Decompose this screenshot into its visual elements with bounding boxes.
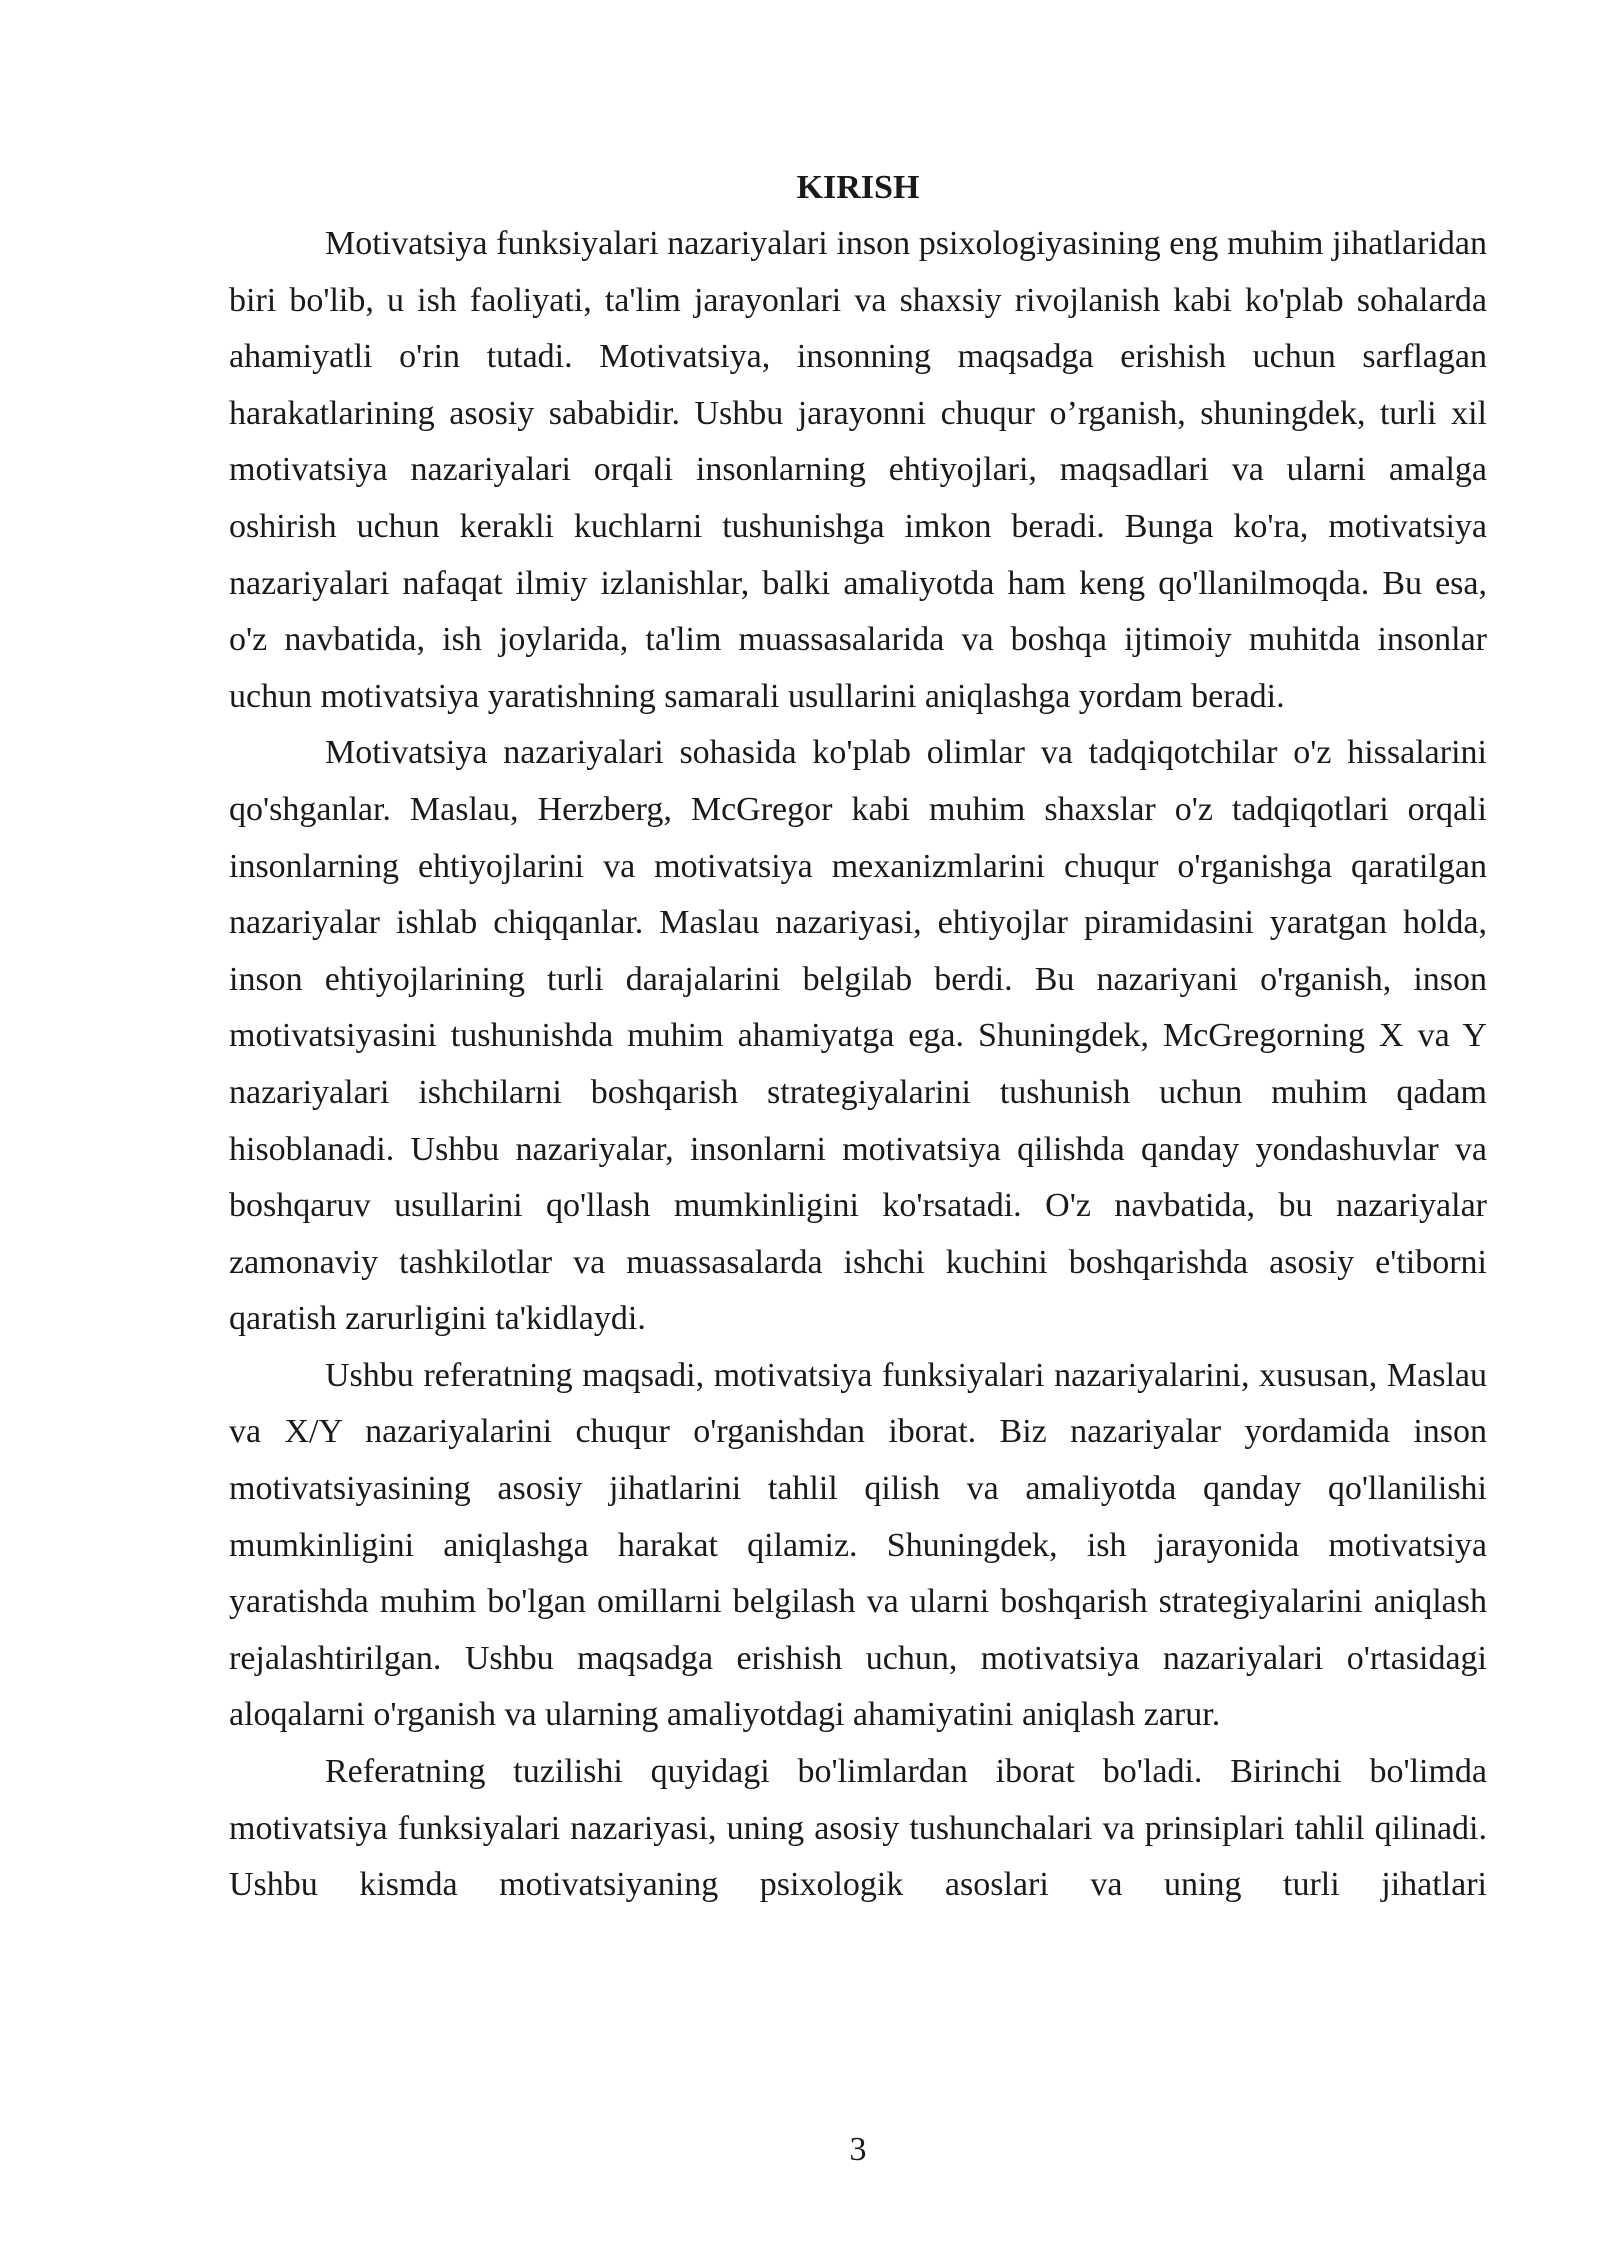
page-number: 3 — [849, 2131, 867, 2168]
page-content — [229, 160, 1487, 1914]
paragraph-4: Referatning tuzilishi quyidagi bo'limlardan iborat bo'ladi. Birinchi bo'limda motivatsiya funksiyalari nazariyasi, uning asosiy tushunchalari va prinsiplari tahlil qilinadi. Ushbu kismda motivatsiyaning psixologik asoslari va uning turli jihatlari — [229, 1753, 1487, 1904]
paragraph-1: Motivatsiya funksiyalari nazariyalari inson psixologiyasining eng muhim jihatlaridan biri bo'lib, u ish faoliyati, ta'lim jarayonlari va shaxsiy rivojlanish kabi ko'plab sohalarda ahamiyatli o'rin tutadi. Motivatsiya, insonning maqsadga erishish uchun sarflagan harakatlarining asosiy sababidir. Ushbu jarayonni chuqur o’rganish, shuningdek, turli xil motivatsiya nazariyalari orqali insonlarning ehtiyojlari, maqsadlari va ularni amalga oshirish uchun kerakli kuchlarni tushunishga imkon beradi. Bunga ko'ra, motivatsiya nazariyalari nafaqat ilmiy izlanishlar, balki amaliyotda ham keng qo'llanilmoqda. Bu esa, o'z navbatida, ish joylarida, ta'lim muassasalarida va boshqa ijtimoiy muhitda insonlar uchun motivatsiya yaratishning samarali usullarini aniqlashga yordam beradi. — [229, 225, 1487, 715]
paragraph-2: Motivatsiya nazariyalari sohasida ko'plab olimlar va tadqiqotchilar o'z hissalarini qo'shganlar. Maslau, Herzberg, McGregor kabi muhim shaxslar o'z tadqiqotlari orqali insonlarning ehtiyojlarini va motivatsiya mexanizmlarini chuqur o'rganishga qaratilgan nazariyalar ishlab chiqqanlar. Maslau nazariyasi, ehtiyojlar piramidasini yaratgan holda, inson ehtiyojlarining turli darajalarini belgilab berdi. Bu nazariyani o'rganish, inson motivatsiyasini tushunishda muhim ahamiyatga ega. Shuningdek, McGregorning X va Y nazariyalari ishchilarni boshqarish strategiyalarini tushunish uchun muhim qadam hisoblanadi. Ushbu nazariyalar, insonlarni motivatsiya qilishda qanday yondashuvlar va boshqaruv usullarini qo'llash mumkinligini ko'rsatadi. O'z navbatida, bu nazariyalar zamonaviy tashkilotlar va muassasalarda ishchi kuchini boshqarishda asosiy e'tiborni qaratish zarurligini ta'kidlaydi. — [229, 734, 1487, 1338]
page-title: KIRISH — [796, 169, 920, 206]
paragraph-3: Ushbu referatning maqsadi, motivatsiya funksiyalari nazariyalarini, xususan, Maslau va X/Y nazariyalarini chuqur o'rganishdan iborat. Biz nazariyalar yordamida inson motivatsiyasining asosiy jihatlarini tahlil qilish va amaliyotda qanday qo'llanilishi mumkinligini aniqlashga harakat qilamiz. Shuningdek, ish jarayonida motivatsiya yaratishda muhim bo'lgan omillarni belgilash va ularni boshqarish strategiyalarini aniqlash rejalashtirilgan. Ushbu maqsadga erishish uchun, motivatsiya nazariyalari o'rtasidagi aloqalarni o'rganish va ularning amaliyotdagi ahamiyatini aniqlash zarur. — [229, 1356, 1487, 1734]
